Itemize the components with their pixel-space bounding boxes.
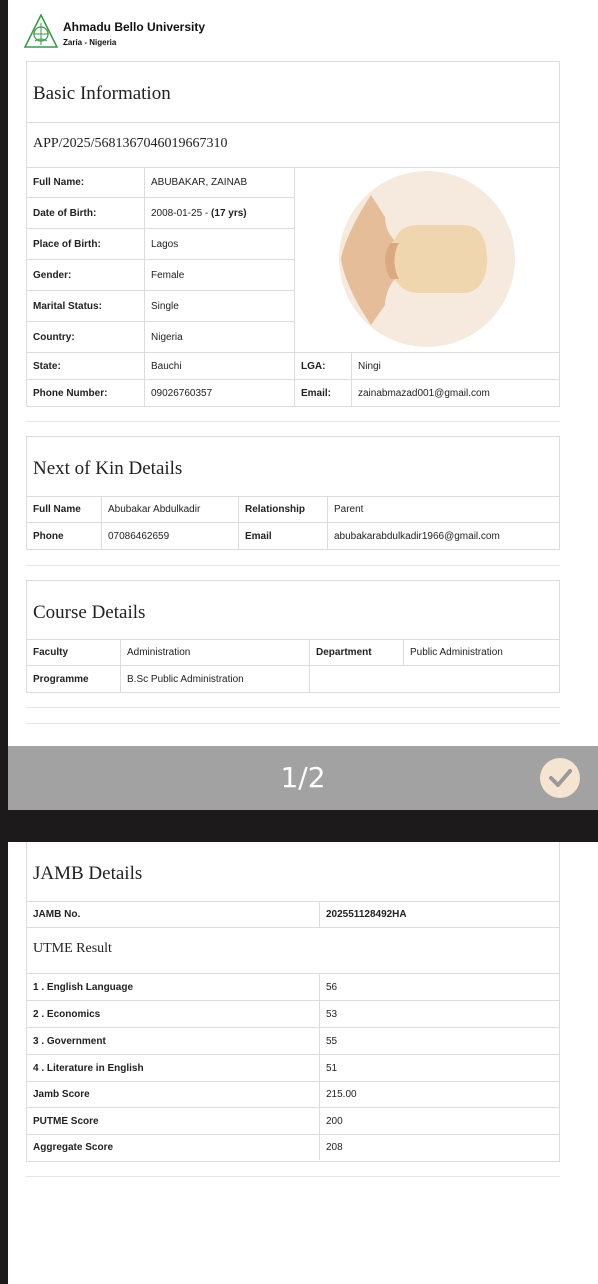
basic-information-section — [26, 61, 560, 407]
label-date-of-birth: Date of Birth: — [27, 198, 145, 229]
divider — [26, 1176, 560, 1177]
table-row-value: 215.00 — [320, 1082, 559, 1108]
university-name: Ahmadu Bello University — [63, 20, 206, 34]
value-kin-phone: 07086462659 — [102, 523, 239, 549]
label-email: Email: — [295, 380, 352, 406]
divider — [26, 421, 560, 422]
document-page-1 — [8, 0, 598, 746]
label-gender: Gender: — [27, 260, 145, 291]
confirm-button[interactable] — [540, 758, 580, 798]
value-country: Nigeria — [145, 322, 295, 353]
label-state: State: — [27, 353, 145, 380]
label-phone-number: Phone Number: — [27, 380, 145, 406]
table-row-label: 1 . English Language — [27, 974, 320, 1001]
value-programme: B.Sc Public Administration — [121, 666, 310, 692]
table-row-value: 208 — [326, 1142, 343, 1153]
value-gender: Female — [145, 260, 295, 291]
value-full-name: ABUBAKAR, ZAINAB — [145, 167, 295, 198]
label-kin-full-name: Full Name — [27, 497, 102, 523]
divider — [26, 565, 560, 566]
value-state: Bauchi — [145, 353, 295, 380]
value-department: Public Administration — [404, 640, 559, 666]
label-kin-relationship: Relationship — [239, 497, 328, 523]
divider — [26, 723, 560, 724]
utme-result-title: UTME Result — [33, 941, 112, 956]
value-kin-email: abubakarabdulkadir1966@gmail.com — [334, 530, 500, 542]
section-title: Course Details — [33, 602, 146, 623]
table-row-label: Jamb Score — [27, 1082, 320, 1108]
photo-area — [295, 167, 559, 353]
value-kin-full-name: Abubakar Abdulkadir — [102, 497, 239, 523]
label-jamb-no: JAMB No. — [27, 902, 320, 928]
section-title: Next of Kin Details — [33, 458, 183, 479]
page-indicator-bar — [8, 746, 598, 810]
jamb-details-section — [26, 842, 560, 1162]
table-row-value: 55 — [320, 1028, 559, 1055]
value-marital-status: Single — [145, 291, 295, 322]
course-details-section — [26, 580, 560, 693]
table-row-value: 53 — [320, 1001, 559, 1028]
page-indicator: 1/2 — [280, 761, 326, 794]
next-of-kin-section — [26, 436, 560, 550]
value-phone-number: 09026760357 — [145, 380, 295, 406]
table-row-value: 51 — [320, 1055, 559, 1082]
value-date-of-birth: 2008-01-25 - (17 yrs) — [145, 198, 295, 229]
label-country: Country: — [27, 322, 145, 353]
table-row-label: PUTME Score — [27, 1108, 320, 1135]
label-programme: Programme — [27, 666, 121, 692]
value-email: zainabmazad001@gmail.com — [358, 387, 490, 399]
label-faculty: Faculty — [27, 640, 121, 666]
university-logo-icon — [24, 14, 58, 48]
value-place-of-birth: Lagos — [145, 229, 295, 260]
check-icon — [540, 758, 580, 798]
value-faculty: Administration — [121, 640, 310, 666]
document-page-2 — [8, 842, 598, 1284]
section-title: Basic Information — [33, 83, 171, 104]
section-title: JAMB Details — [33, 863, 143, 884]
divider — [26, 707, 560, 708]
table-row-value: 200 — [320, 1108, 559, 1135]
table-row-label: 2 . Economics — [27, 1001, 320, 1028]
label-kin-phone: Phone — [27, 523, 102, 549]
avatar-placeholder-icon — [295, 167, 559, 353]
university-location: Zaria - Nigeria — [63, 38, 117, 47]
label-place-of-birth: Place of Birth: — [27, 229, 145, 260]
table-row-label: 3 . Government — [27, 1028, 320, 1055]
value-jamb-no: 202551128492HA — [320, 902, 559, 928]
value-lga: Ningi — [352, 353, 559, 380]
label-lga: LGA: — [295, 353, 352, 380]
label-kin-email: Email — [239, 523, 328, 549]
label-marital-status: Marital Status: — [27, 291, 145, 322]
table-row-value: 56 — [320, 974, 559, 1001]
label-full-name: Full Name: — [27, 167, 145, 198]
table-row-label: 4 . Literature in English — [27, 1055, 320, 1082]
application-number: APP/2025/5681367046019667310 — [33, 136, 228, 151]
table-row-label: Aggregate Score — [27, 1135, 320, 1160]
value-kin-relationship: Parent — [328, 497, 559, 523]
label-department: Department — [310, 640, 404, 666]
